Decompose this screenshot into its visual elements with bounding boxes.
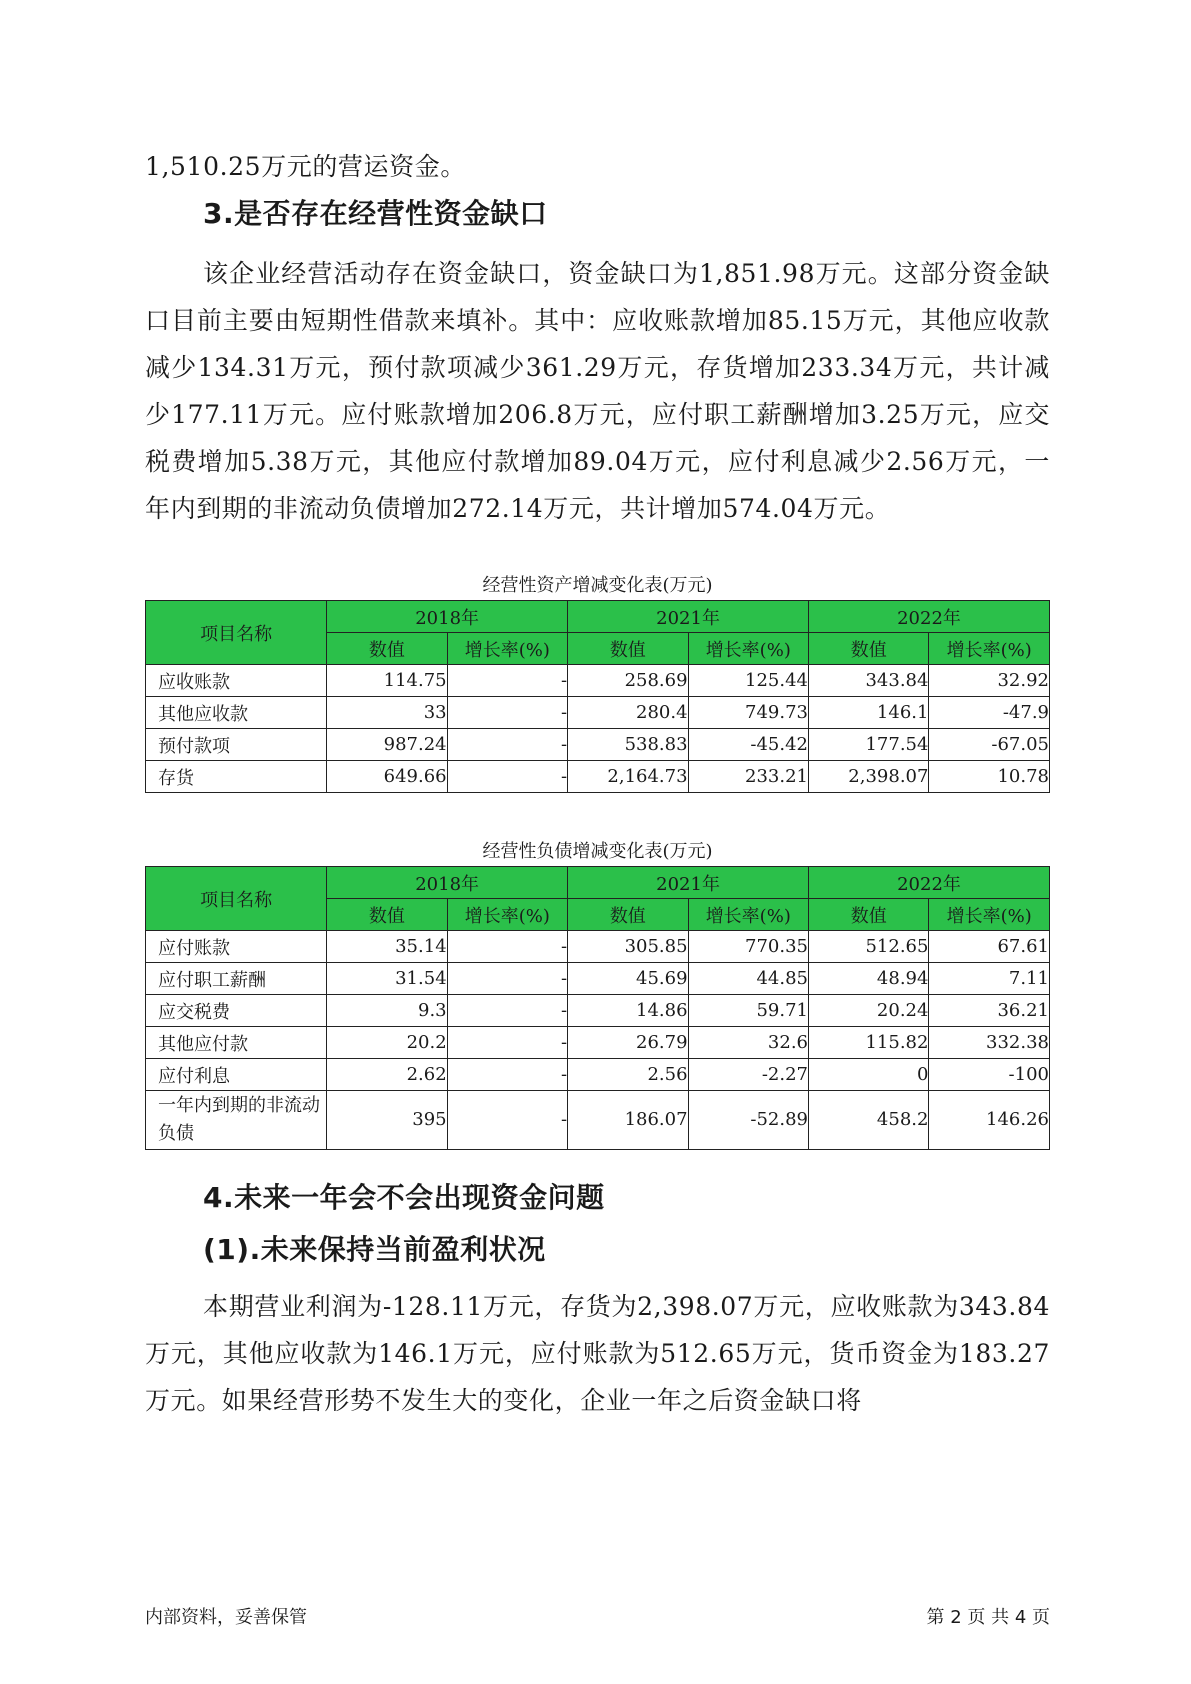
liability-header-year: 2021年 xyxy=(568,867,809,899)
rate-cell: 233.21 xyxy=(688,761,808,793)
value-cell: 146.1 xyxy=(809,697,929,729)
liability-header-value: 数值 xyxy=(809,899,929,931)
value-cell: 114.75 xyxy=(327,665,447,697)
rate-cell: - xyxy=(447,729,567,761)
value-cell: 2.56 xyxy=(568,1059,688,1091)
asset-header-value: 数值 xyxy=(327,633,447,665)
rate-cell: 332.38 xyxy=(929,1027,1050,1059)
footer-confidential: 内部资料，妥善保管 xyxy=(145,1607,307,1628)
value-cell: 649.66 xyxy=(327,761,447,793)
value-cell: 14.86 xyxy=(568,995,688,1027)
value-cell: 33 xyxy=(327,697,447,729)
section4-subheading: (1).未来保持当前盈利状况 xyxy=(203,1233,546,1266)
value-cell: 305.85 xyxy=(568,931,688,963)
rate-cell: -100 xyxy=(929,1059,1050,1091)
asset-header-value: 数值 xyxy=(568,633,688,665)
rate-cell: 7.11 xyxy=(929,963,1050,995)
value-cell: 9.3 xyxy=(327,995,447,1027)
footer-page-number: 第 2 页 共 4 页 xyxy=(926,1607,1050,1628)
asset-header-year: 2022年 xyxy=(809,601,1050,633)
asset-table xyxy=(145,600,1050,793)
value-cell: 26.79 xyxy=(568,1027,688,1059)
value-cell: 258.69 xyxy=(568,665,688,697)
value-cell: 2.62 xyxy=(327,1059,447,1091)
rate-cell: 59.71 xyxy=(688,995,808,1027)
rate-cell: - xyxy=(447,931,567,963)
section3-paragraph: 该企业经营活动存在资金缺口，资金缺口为1,851.98万元。这部分资金缺口目前主要由短期性借款来填补。其中：应收账款增加85.15万元，其他应收款减少134.31万元，预付款项减少361.29万元，存货增加233.34万元，共计减少177.11万元。应付账款增加206.8万元，应付职工薪酬增加3.25万元，应交税费增加5.38万元，其他应付款增加89.04万元，应付利息减少2.56万元，一年内到期的非流动负债增加272.14万元，共计增加574.04万元。 xyxy=(145,259,1050,523)
table-row xyxy=(146,995,1050,1027)
value-cell: 280.4 xyxy=(568,697,688,729)
liability-table xyxy=(145,866,1050,1150)
rate-cell: - xyxy=(447,697,567,729)
asset-header-rate: 增长率(%) xyxy=(447,633,567,665)
rate-cell: 125.44 xyxy=(688,665,808,697)
liability-header-name: 项目名称 xyxy=(146,867,327,931)
asset-header-name: 项目名称 xyxy=(146,601,327,665)
asset-header-rate: 增长率(%) xyxy=(929,633,1050,665)
row-label: 应收账款 xyxy=(146,665,327,697)
rate-cell: -52.89 xyxy=(688,1091,808,1150)
value-cell: 177.54 xyxy=(809,729,929,761)
table-row xyxy=(146,761,1050,793)
rate-cell: -67.05 xyxy=(929,729,1050,761)
rate-cell: - xyxy=(447,995,567,1027)
value-cell: 186.07 xyxy=(568,1091,688,1150)
rate-cell: 770.35 xyxy=(688,931,808,963)
value-cell: 538.83 xyxy=(568,729,688,761)
section4-heading: 4.未来一年会不会出现资金问题 xyxy=(203,1181,605,1214)
table-row xyxy=(146,665,1050,697)
table-row xyxy=(146,963,1050,995)
rate-cell: - xyxy=(447,665,567,697)
row-label: 应交税费 xyxy=(146,995,327,1027)
liability-table-caption: 经营性负债增减变化表(万元) xyxy=(482,841,713,862)
table-row xyxy=(146,1027,1050,1059)
row-label: 应付账款 xyxy=(146,931,327,963)
asset-header-year: 2018年 xyxy=(327,601,568,633)
rate-cell: 146.26 xyxy=(929,1091,1050,1150)
table-row xyxy=(146,1091,1050,1150)
rate-cell: - xyxy=(447,1091,567,1150)
intro-line: 1,510.25万元的营运资金。 xyxy=(145,152,466,181)
table-row xyxy=(146,729,1050,761)
table-row xyxy=(146,697,1050,729)
liability-header-rate: 增长率(%) xyxy=(688,899,808,931)
rate-cell: 44.85 xyxy=(688,963,808,995)
rate-cell: -45.42 xyxy=(688,729,808,761)
row-label: 预付款项 xyxy=(146,729,327,761)
value-cell: 45.69 xyxy=(568,963,688,995)
liability-header-rate: 增长率(%) xyxy=(447,899,567,931)
liability-header-value: 数值 xyxy=(327,899,447,931)
liability-header-rate: 增长率(%) xyxy=(929,899,1050,931)
row-label: 应付职工薪酬 xyxy=(146,963,327,995)
value-cell: 2,398.07 xyxy=(809,761,929,793)
value-cell: 0 xyxy=(809,1059,929,1091)
liability-header-value: 数值 xyxy=(568,899,688,931)
row-label: 存货 xyxy=(146,761,327,793)
value-cell: 395 xyxy=(327,1091,447,1150)
asset-header-value: 数值 xyxy=(809,633,929,665)
rate-cell: 32.6 xyxy=(688,1027,808,1059)
value-cell: 115.82 xyxy=(809,1027,929,1059)
section4-paragraph: 本期营业利润为-128.11万元，存货为2,398.07万元，应收账款为343.84万元，其他应收款为146.1万元，应付账款为512.65万元，货币资金为183.27万元。如果经营形势不发生大的变化，企业一年之后资金缺口将 xyxy=(145,1292,1050,1415)
liability-header-year: 2022年 xyxy=(809,867,1050,899)
rate-cell: -47.9 xyxy=(929,697,1050,729)
value-cell: 512.65 xyxy=(809,931,929,963)
row-label: 一年内到期的非流动负债 xyxy=(146,1091,327,1150)
liability-header-year: 2018年 xyxy=(327,867,568,899)
value-cell: 458.2 xyxy=(809,1091,929,1150)
row-label: 其他应收款 xyxy=(146,697,327,729)
rate-cell: 749.73 xyxy=(688,697,808,729)
value-cell: 20.2 xyxy=(327,1027,447,1059)
value-cell: 2,164.73 xyxy=(568,761,688,793)
rate-cell: - xyxy=(447,1027,567,1059)
row-label: 应付利息 xyxy=(146,1059,327,1091)
row-label: 其他应付款 xyxy=(146,1027,327,1059)
rate-cell: 36.21 xyxy=(929,995,1050,1027)
value-cell: 48.94 xyxy=(809,963,929,995)
asset-table-caption: 经营性资产增减变化表(万元) xyxy=(482,575,713,596)
table-row xyxy=(146,931,1050,963)
value-cell: 987.24 xyxy=(327,729,447,761)
rate-cell: -2.27 xyxy=(688,1059,808,1091)
value-cell: 31.54 xyxy=(327,963,447,995)
value-cell: 35.14 xyxy=(327,931,447,963)
section3-heading: 3.是否存在经营性资金缺口 xyxy=(203,197,548,230)
asset-header-rate: 增长率(%) xyxy=(688,633,808,665)
rate-cell: - xyxy=(447,761,567,793)
rate-cell: - xyxy=(447,1059,567,1091)
rate-cell: - xyxy=(447,963,567,995)
value-cell: 20.24 xyxy=(809,995,929,1027)
value-cell: 343.84 xyxy=(809,665,929,697)
rate-cell: 32.92 xyxy=(929,665,1050,697)
table-row xyxy=(146,1059,1050,1091)
asset-header-year: 2021年 xyxy=(568,601,809,633)
rate-cell: 67.61 xyxy=(929,931,1050,963)
rate-cell: 10.78 xyxy=(929,761,1050,793)
